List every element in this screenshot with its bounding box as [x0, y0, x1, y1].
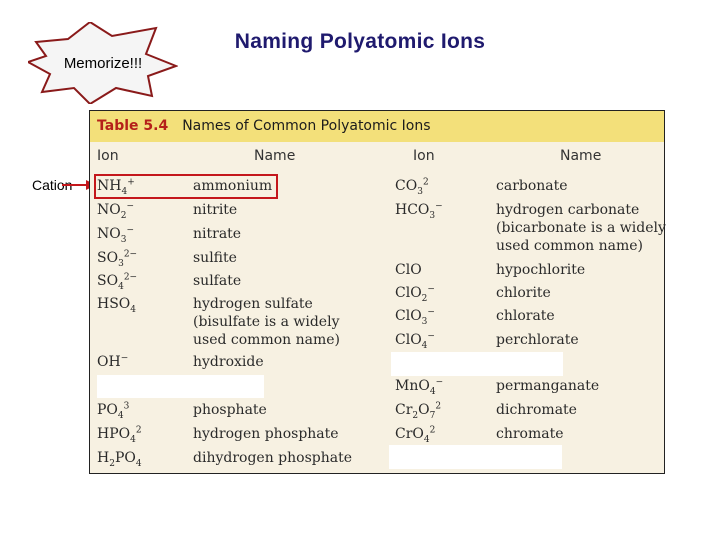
name-dihydrogen-phosphate: dihydrogen phosphate — [193, 450, 352, 466]
name-hydrogen-sulfate: hydrogen sulfate — [193, 296, 313, 312]
ion-hydrogen-sulfate: $HSO_4$ — [97, 296, 137, 315]
name-dichromate: dichromate — [496, 402, 577, 418]
name-chlorite: chlorite — [496, 285, 551, 301]
name-bicarbonate-note-1: (bicarbonate is a widely — [496, 220, 666, 236]
table-number: Table 5.4 — [97, 118, 169, 134]
name-hydrogen-carbonate: hydrogen carbonate — [496, 202, 640, 218]
name-carbonate: carbonate — [496, 178, 568, 194]
ion-hypochlorite: ClO — [395, 262, 422, 278]
name-bisulfate-note-2: used common name) — [193, 332, 340, 348]
name-ammonium: ammonium — [193, 178, 273, 194]
cation-label: Cation — [32, 177, 73, 193]
ion-nitrite: $NO_2^-$ — [97, 201, 135, 221]
page-title: Naming Polyatomic Ions — [234, 30, 486, 53]
name-nitrite: nitrite — [193, 202, 238, 218]
table-title: Names of Common Polyatomic Ions — [182, 118, 431, 134]
name-hydrogen-phosphate: hydrogen phosphate — [193, 426, 339, 442]
name-permanganate: permanganate — [496, 378, 600, 394]
ion-chlorate: ClO$_3$− — [395, 307, 435, 327]
ion-chlorite: ClO$_2$− — [395, 284, 435, 304]
name-perchlorate: perchlorate — [496, 332, 579, 348]
name-nitrate: nitrate — [193, 226, 242, 242]
ion-hydrogen-phosphate: $HPO_4^2$ — [97, 425, 142, 445]
ion-phosphate: $PO_4^3$ — [97, 401, 130, 421]
name-bicarbonate-note-2: used common name) — [496, 238, 643, 254]
name-bisulfate-note-1: (bisulfate is a widely — [193, 314, 340, 330]
ion-sulfite: $SO_3^{2-}$ — [97, 249, 138, 269]
hidden-row-mask — [389, 445, 562, 469]
header-ion-right: Ion — [413, 148, 435, 164]
name-hypochlorite: hypochlorite — [496, 262, 586, 278]
name-sulfate: sulfate — [193, 273, 242, 289]
ion-carbonate: $CO_3^2$ — [395, 177, 429, 197]
memorize-text: Memorize!!! — [63, 55, 143, 72]
ion-nitrate: $NO_3^-$ — [97, 225, 135, 245]
name-sulfite: sulfite — [193, 250, 237, 266]
ion-perchlorate: ClO$_4$− — [395, 331, 435, 351]
name-chlorate: chlorate — [496, 308, 555, 324]
header-name-left: Name — [254, 148, 296, 164]
ion-chromate: CrO$_4^2$ — [395, 425, 436, 445]
ion-hydrogen-carbonate: $HCO_3^-$ — [395, 201, 443, 221]
table-caption — [90, 111, 664, 142]
ion-dihydrogen-phosphate: $H_2PO_4$ — [97, 450, 142, 469]
ion-ammonium: $NH_4^+$ — [97, 177, 135, 197]
ion-permanganate: MnO$_4$− — [395, 377, 444, 397]
hidden-row-mask — [97, 375, 264, 398]
name-hydroxide: hydroxide — [193, 354, 264, 370]
ion-dichromate: $Cr_2O_7^2$ — [395, 401, 442, 421]
name-phosphate: phosphate — [193, 402, 267, 418]
ion-sulfate: $SO_4^{2-}$ — [97, 272, 138, 292]
header-name-right: Name — [560, 148, 602, 164]
name-chromate: chromate — [496, 426, 564, 442]
header-ion-left: Ion — [97, 148, 119, 164]
ammonium-highlight-box — [94, 174, 278, 199]
polyatomic-ions-table — [89, 110, 665, 474]
ion-hydroxide: OH− — [97, 353, 129, 370]
hidden-row-mask — [391, 352, 563, 376]
